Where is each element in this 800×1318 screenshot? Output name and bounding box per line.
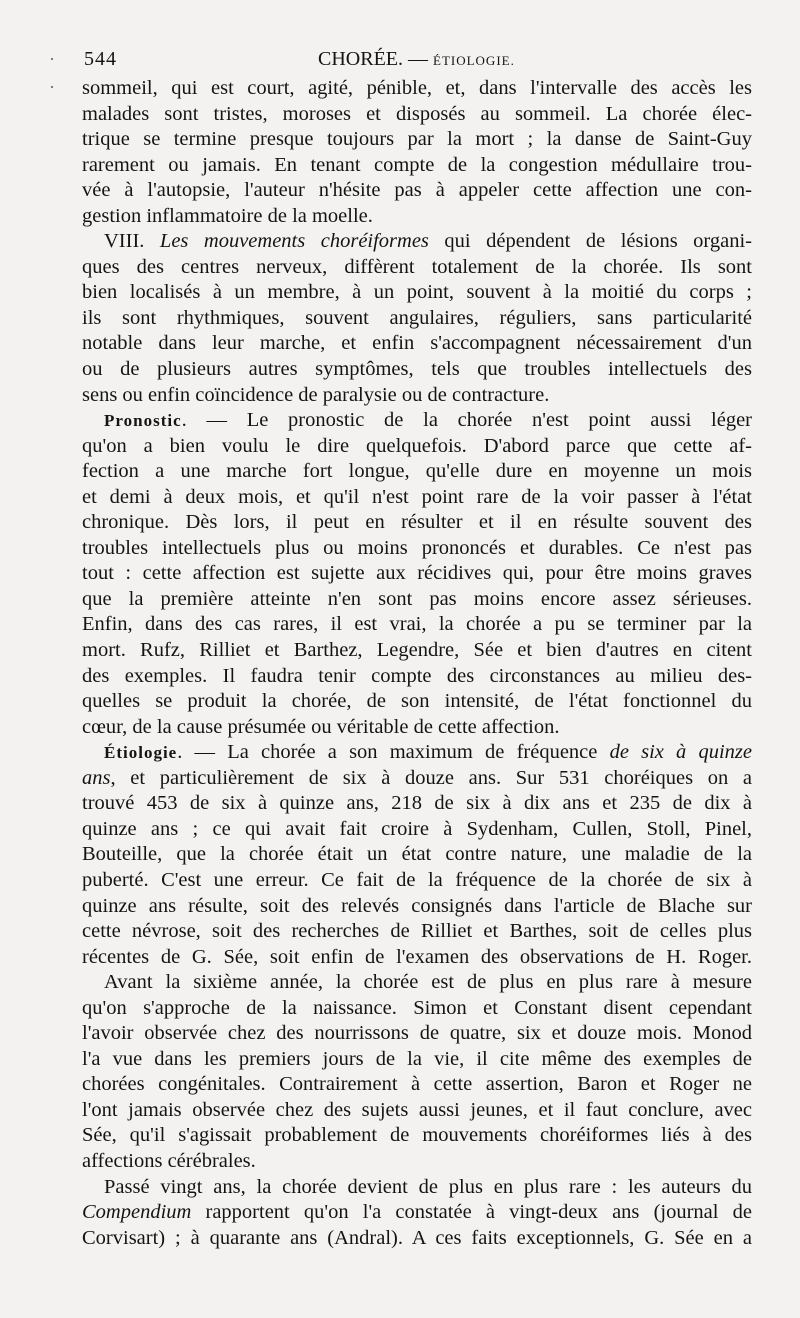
line-text: chronique. Dès lors, il peut en résulter et il en résulte souvent des xyxy=(82,511,752,534)
italic-text: de six à quinze xyxy=(609,741,752,764)
line-text: gestion inflammatoire de la moelle. xyxy=(82,204,373,227)
text-line xyxy=(82,791,752,817)
line-text: sens ou enfin coïncidence de paralysie ou de contracture. xyxy=(82,383,550,406)
line-text: notable dans leur marche, et enfin s'accompagnent nécessairement d'un xyxy=(82,332,752,355)
line-text: quelles se produit la chorée, de son intensité, de l'état fonctionnel du xyxy=(82,690,752,713)
text-line xyxy=(82,383,752,409)
line-text: qui dépendent de lésions organi- xyxy=(428,230,753,253)
text-line xyxy=(82,485,752,511)
line-text: qu'on a bien voulu le dire quelquefois. D'abord parce que cette af- xyxy=(82,434,752,457)
section-heading: Étiologie xyxy=(104,743,178,763)
text-line xyxy=(82,766,752,792)
italic-text: Les mouvements choréiformes xyxy=(159,230,429,253)
line-text: vée à l'autopsie, l'auteur n'hésite pas à appeler cette affection une con- xyxy=(82,179,752,202)
line-text: puberté. C'est une erreur. Ce fait de la fréquence de la chorée de six à xyxy=(82,868,752,891)
line-text: . — La chorée a son maximum de fréquence xyxy=(177,741,610,764)
text-line xyxy=(82,536,752,562)
line-text: trique se termine presque toujours par la mort ; la danse de Saint-Guy xyxy=(82,128,752,151)
text-line xyxy=(82,153,752,179)
text-line xyxy=(82,740,752,766)
line-text: bien localisés à un membre, à un point, souvent à la moitié du corps ; xyxy=(82,281,752,304)
italic-text: ans xyxy=(82,766,111,789)
text-line xyxy=(82,561,752,587)
body-text xyxy=(82,76,752,1251)
line-text: Passé vingt ans, la chorée devient de plus en plus rare : les auteurs du xyxy=(104,1175,752,1198)
text-line xyxy=(82,919,752,945)
text-line xyxy=(82,817,752,843)
line-text: chorées congénitales. Contrairement à cette assertion, Baron et Roger ne xyxy=(82,1073,752,1096)
line-text: et demi à deux mois, et qu'il n'est point rare de la voir passer à l'état xyxy=(82,485,752,508)
line-text: affections cérébrales. xyxy=(82,1149,256,1172)
line-text: que la première atteinte n'en sont pas moins encore assez sérieuses. xyxy=(82,587,752,610)
text-line xyxy=(82,689,752,715)
line-text: Sée, qu'il s'agissait probablement de mouvements choréiformes liés à des xyxy=(82,1124,752,1147)
running-header xyxy=(84,48,748,74)
italic-text: Compendium xyxy=(82,1201,192,1224)
margin-mark xyxy=(51,58,53,60)
text-line xyxy=(82,612,752,638)
text-line xyxy=(82,996,752,1022)
text-line xyxy=(82,280,752,306)
line-text: l'a vue dans les premiers jours de la vie, il cite même des exemples de xyxy=(82,1047,752,1070)
title-dash: — xyxy=(408,48,428,70)
line-text: tout : cette affection est sujette aux récidives qui, pour être moins graves xyxy=(82,562,752,585)
text-line xyxy=(82,459,752,485)
text-line xyxy=(82,357,752,383)
line-text: ou de plusieurs autres symptômes, tels que troubles intellectuels des xyxy=(82,358,752,381)
line-text: trouvé 453 de six à quinze ans, 218 de six à dix ans et 235 de dix à xyxy=(82,792,752,815)
line-text: rarement ou jamais. En tenant compte de la congestion médullaire trou- xyxy=(82,153,752,176)
line-text: troubles intellectuels plus ou moins prononcés et durables. Ce n'est pas xyxy=(82,536,752,559)
line-text: VIII. xyxy=(104,230,160,253)
line-text: l'ont jamais observée chez des sujets aussi jeunes, et il faut conclure, avec xyxy=(82,1098,752,1121)
text-line xyxy=(82,434,752,460)
text-line xyxy=(82,331,752,357)
text-line xyxy=(82,76,752,102)
text-line xyxy=(82,510,752,536)
section-heading: Pronostic xyxy=(104,411,182,431)
line-text: sommeil, qui est court, agité, pénible, et, dans l'intervalle des accès les xyxy=(82,77,752,99)
text-line xyxy=(82,1149,752,1175)
line-text: quinze ans résulte, soit des relevés consignés dans l'article de Blache sur xyxy=(82,894,752,917)
line-text: malades sont tristes, moroses et disposés au sommeil. La chorée élec- xyxy=(82,102,752,125)
line-text: Corvisart) ; à quarante ans (Andral). A ces faits exceptionnels, G. Sée en a xyxy=(82,1226,752,1249)
running-title xyxy=(318,48,515,71)
text-line xyxy=(82,1098,752,1124)
text-line xyxy=(82,664,752,690)
text-line xyxy=(82,229,752,255)
text-line xyxy=(82,127,752,153)
line-text: des exemples. Il faudra tenir compte des circonstances au milieu des- xyxy=(82,664,752,687)
line-text: récentes de G. Sée, soit enfin de l'examen des observations de H. Roger. xyxy=(82,945,752,968)
line-text: qu'on s'approche de la naissance. Simon et Constant disent cependant xyxy=(82,996,752,1019)
text-line xyxy=(82,408,752,434)
line-text: cette névrose, soit des recherches de Rilliet et Barthes, soit de celles plus xyxy=(82,920,752,943)
text-line xyxy=(82,715,752,741)
text-line xyxy=(82,1047,752,1073)
line-text: . — Le pronostic de la chorée n'est point aussi léger xyxy=(181,409,752,432)
text-line xyxy=(82,842,752,868)
text-line xyxy=(82,587,752,613)
line-text: fection a une marche fort longue, qu'elle dure en moyenne un mois xyxy=(82,460,752,483)
line-text: Avant la sixième année, la chorée est de plus en plus rare à mesure xyxy=(104,971,752,994)
line-text: cœur, de la cause présumée ou véritable de cette affection. xyxy=(82,715,560,738)
line-text: mort. Rufz, Rilliet et Barthez, Legendre, Sée et bien d'autres en citent xyxy=(82,639,752,662)
text-line xyxy=(82,945,752,971)
text-line xyxy=(82,204,752,230)
text-line xyxy=(82,1021,752,1047)
margin-mark xyxy=(51,86,53,88)
section-title: ÉTIOLOGIE. xyxy=(433,53,515,68)
line-text: rapportent qu'on l'a constatée à vingt-deux ans (journal de xyxy=(191,1201,752,1224)
text-line xyxy=(82,868,752,894)
text-line xyxy=(82,1200,752,1226)
line-text: ils sont rhythmiques, souvent angulaires, réguliers, sans particularité xyxy=(82,306,752,329)
line-text: quinze ans ; ce qui avait fait croire à Sydenham, Cullen, Stoll, Pinel, xyxy=(82,817,752,840)
text-line xyxy=(82,255,752,281)
text-line xyxy=(82,894,752,920)
line-text: Enfin, dans des cas rares, il est vrai, la chorée a pu se terminer par la xyxy=(82,613,752,636)
text-line xyxy=(82,1072,752,1098)
text-line xyxy=(82,102,752,128)
text-line xyxy=(82,1123,752,1149)
text-line xyxy=(82,638,752,664)
text-line xyxy=(82,970,752,996)
page-number: 544 xyxy=(84,48,117,70)
line-text: , et particulièrement de six à douze ans. Sur 531 choréiques on a xyxy=(110,766,752,789)
line-text: Bouteille, que la chorée était un état contre nature, une maladie de la xyxy=(82,843,752,866)
chapter-title: CHORÉE. xyxy=(318,48,403,70)
line-text: l'avoir observée chez des nourrissons de quatre, six et douze mois. Monod xyxy=(82,1022,752,1045)
text-line xyxy=(82,178,752,204)
text-line xyxy=(82,1226,752,1252)
text-line xyxy=(82,1175,752,1201)
text-line xyxy=(82,306,752,332)
line-text: ques des centres nerveux, diffèrent totalement de la chorée. Ils sont xyxy=(82,255,752,278)
